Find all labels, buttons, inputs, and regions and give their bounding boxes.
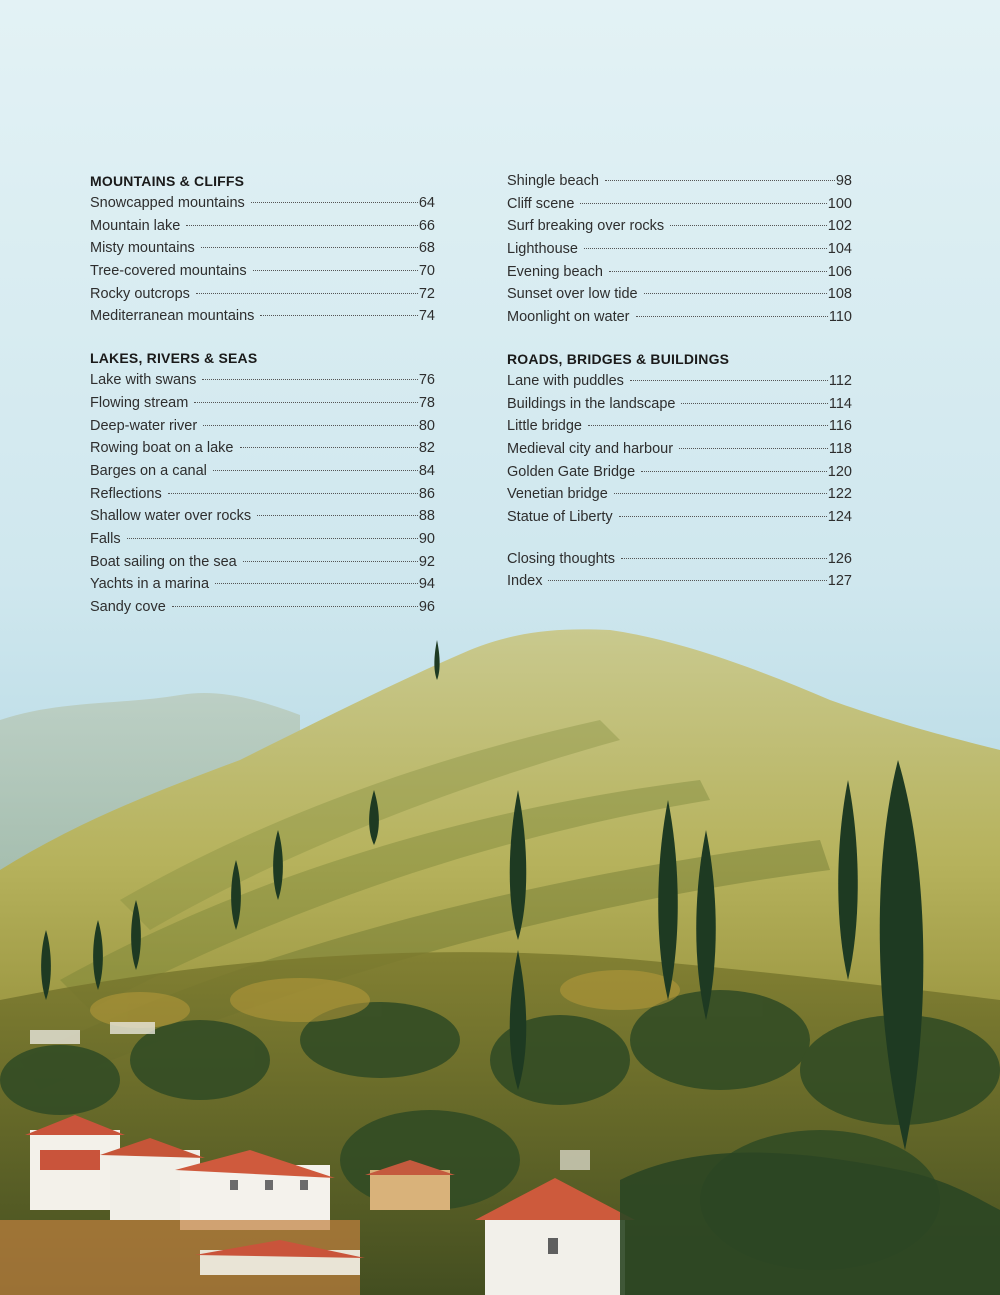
entry-title: Buildings in the landscape xyxy=(507,395,676,412)
toc-entry xyxy=(507,438,852,461)
toc-entry xyxy=(90,483,435,506)
dot-leader xyxy=(670,224,827,226)
entry-page: 104 xyxy=(827,241,852,258)
dot-leader xyxy=(127,537,418,539)
entry-page: 124 xyxy=(827,508,852,525)
toc-entry xyxy=(90,437,435,460)
toc-entry xyxy=(90,392,435,415)
entry-title: Statue of Liberty xyxy=(507,508,613,525)
toc-left-column xyxy=(90,170,435,638)
entry-title: Falls xyxy=(90,530,121,547)
toc-entry xyxy=(507,570,852,593)
toc-entry xyxy=(507,215,852,238)
entry-title: Tree-covered mountains xyxy=(90,263,247,280)
entry-title: Misty mountains xyxy=(90,240,195,257)
entry-page: 126 xyxy=(827,550,852,567)
entry-page: 118 xyxy=(828,440,852,457)
entry-title: Index xyxy=(507,573,543,590)
entry-title: Venetian bridge xyxy=(507,486,608,503)
dot-leader xyxy=(194,401,418,403)
toc-section xyxy=(507,348,852,529)
entry-title: Deep-water river xyxy=(90,417,198,434)
entry-title: Shallow water over rocks xyxy=(90,508,252,525)
entry-page: 108 xyxy=(827,286,852,303)
toc-entry xyxy=(90,573,435,596)
entry-page: 66 xyxy=(418,217,435,234)
section-heading: LAKES, RIVERS & SEAS xyxy=(90,350,258,367)
entry-page: 74 xyxy=(418,308,435,325)
toc-entry xyxy=(90,369,435,392)
dot-leader xyxy=(605,179,835,181)
dot-leader xyxy=(186,224,418,226)
entry-title: Rowing boat on a lake xyxy=(90,440,234,457)
entry-page: 116 xyxy=(828,418,852,435)
entry-page: 90 xyxy=(418,530,435,547)
entry-page: 64 xyxy=(418,195,435,211)
entry-title: Snowcapped mountains xyxy=(90,195,245,211)
entry-page: 80 xyxy=(418,417,435,434)
toc-entry xyxy=(90,415,435,438)
toc-entry xyxy=(90,215,435,238)
entry-title: Golden Gate Bridge xyxy=(507,463,636,480)
toc-entry xyxy=(507,261,852,284)
dot-leader xyxy=(588,424,828,426)
toc-entry xyxy=(507,283,852,306)
dot-leader xyxy=(681,402,827,404)
toc-entry xyxy=(507,238,852,261)
toc-entry xyxy=(90,528,435,551)
entry-page: 110 xyxy=(828,309,852,326)
entry-page: 88 xyxy=(418,508,435,525)
dot-leader xyxy=(213,469,418,471)
entry-page: 82 xyxy=(418,440,435,457)
toc-section xyxy=(90,170,435,328)
toc-section xyxy=(90,347,435,619)
entry-title: Lane with puddles xyxy=(507,372,624,389)
entry-page: 106 xyxy=(827,263,852,280)
entry-title: Mediterranean mountains xyxy=(90,308,255,325)
toc-right-column xyxy=(507,170,852,612)
dot-leader xyxy=(201,246,418,248)
entry-page: 114 xyxy=(828,395,852,412)
dot-leader xyxy=(619,515,827,517)
entry-title: Rocky outcrops xyxy=(90,285,190,302)
toc-entry xyxy=(507,506,852,529)
entry-title: Surf breaking over rocks xyxy=(507,218,665,235)
entry-title: Evening beach xyxy=(507,263,603,280)
entry-title: Cliff scene xyxy=(507,195,575,212)
toc-entry xyxy=(507,306,852,329)
entry-title: Sandy cove xyxy=(90,599,166,615)
toc-entry xyxy=(90,551,435,574)
entry-title: Lake with swans xyxy=(90,372,197,389)
toc-entry xyxy=(507,461,852,484)
dot-leader xyxy=(548,579,826,581)
dot-leader xyxy=(215,582,418,584)
dot-leader xyxy=(240,446,418,448)
toc-entry xyxy=(90,192,435,215)
entry-title: Little bridge xyxy=(507,418,582,435)
dot-leader xyxy=(641,470,827,472)
entry-title: Shingle beach xyxy=(507,173,599,189)
entry-page: 78 xyxy=(418,394,435,411)
entry-page: 94 xyxy=(418,576,435,593)
dot-leader xyxy=(636,315,828,317)
toc-entry xyxy=(90,505,435,528)
entry-page: 102 xyxy=(827,218,852,235)
dot-leader xyxy=(630,379,828,381)
dot-leader xyxy=(253,269,418,271)
toc-entry xyxy=(507,483,852,506)
toc-entry xyxy=(90,260,435,283)
dot-leader xyxy=(584,247,827,249)
dot-leader xyxy=(679,447,828,449)
toc-entry xyxy=(507,415,852,438)
toc-entry xyxy=(90,596,435,619)
dot-leader xyxy=(260,314,417,316)
entry-title: Medieval city and harbour xyxy=(507,440,674,457)
section-heading: MOUNTAINS & CLIFFS xyxy=(90,173,245,189)
dot-leader xyxy=(644,292,827,294)
entry-title: Reflections xyxy=(90,485,162,502)
dot-leader xyxy=(196,292,418,294)
dot-leader xyxy=(203,424,418,426)
toc-entry xyxy=(507,370,852,393)
entry-page: 120 xyxy=(827,463,852,480)
entry-title: Yachts in a marina xyxy=(90,576,210,593)
entry-page: 127 xyxy=(827,573,852,590)
entry-title: Moonlight on water xyxy=(507,309,630,326)
entry-page: 72 xyxy=(418,285,435,302)
entry-page: 68 xyxy=(418,240,435,257)
toc-entry xyxy=(90,237,435,260)
entry-title: Sunset over low tide xyxy=(507,286,638,303)
entry-title: Mountain lake xyxy=(90,217,181,234)
entry-page: 100 xyxy=(827,195,852,212)
dot-leader xyxy=(251,201,418,203)
entry-title: Boat sailing on the sea xyxy=(90,553,237,570)
entry-page: 70 xyxy=(418,263,435,280)
toc-entry xyxy=(507,548,852,571)
entry-title: Barges on a canal xyxy=(90,462,207,479)
entry-page: 98 xyxy=(835,173,852,189)
entry-page: 96 xyxy=(418,599,435,615)
entry-title: Flowing stream xyxy=(90,394,189,411)
toc-entry xyxy=(507,393,852,416)
section-heading: ROADS, BRIDGES & BUILDINGS xyxy=(507,350,730,367)
entry-page: 92 xyxy=(418,553,435,570)
dot-leader xyxy=(172,605,418,607)
toc-section xyxy=(507,170,852,329)
dot-leader xyxy=(609,270,827,272)
toc-entry xyxy=(90,283,435,306)
toc-entry xyxy=(507,193,852,216)
entry-page: 84 xyxy=(418,462,435,479)
dot-leader xyxy=(202,378,417,380)
toc-entry xyxy=(90,460,435,483)
dot-leader xyxy=(614,492,827,494)
entry-page: 122 xyxy=(827,486,852,503)
toc-entry xyxy=(507,170,852,193)
entry-page: 86 xyxy=(418,485,435,502)
dot-leader xyxy=(580,202,826,204)
toc-section xyxy=(507,548,852,593)
dot-leader xyxy=(168,492,418,494)
dot-leader xyxy=(257,514,418,516)
dot-leader xyxy=(243,560,418,562)
entry-title: Closing thoughts xyxy=(507,550,616,567)
entry-page: 76 xyxy=(418,372,435,389)
toc-entry xyxy=(90,305,435,328)
entry-page: 112 xyxy=(828,372,852,389)
dot-leader xyxy=(621,557,827,559)
entry-title: Lighthouse xyxy=(507,241,578,258)
